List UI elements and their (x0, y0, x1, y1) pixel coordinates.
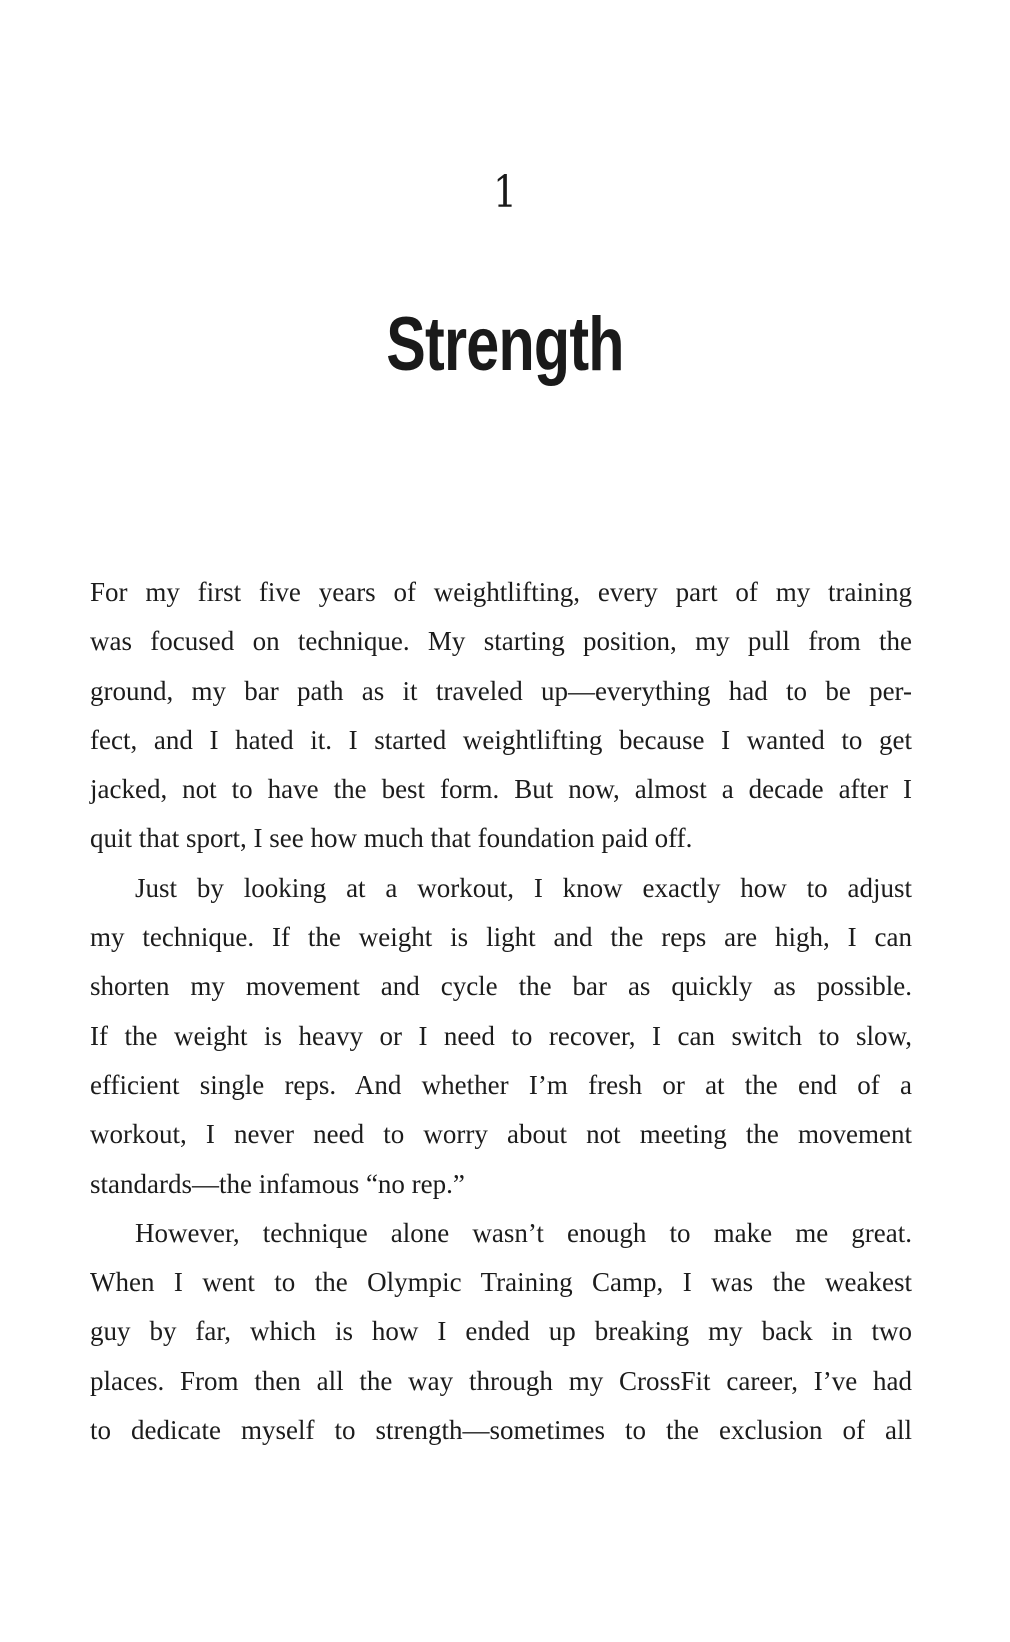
paragraph (90, 864, 912, 1209)
text-line: fect, and I hated it. I started weightlifting because I wanted to get (90, 724, 912, 755)
body-text (90, 568, 912, 1455)
text-line: jacked, not to have the best form. But now, almost a decade after I (90, 774, 912, 805)
text-line: When I went to the Olympic Training Camp, I was the weakest (90, 1267, 912, 1298)
text-line: However, technique alone wasn’t enough to make me great. (135, 1217, 912, 1248)
text-line: my technique. If the weight is light and the reps are high, I can (90, 922, 912, 953)
text-line: Just by looking at a workout, I know exactly how to adjust (135, 872, 912, 903)
text-line: quit that sport, I see how much that foundation paid off. (90, 823, 693, 854)
text-line: to dedicate myself to strength—sometimes to the exclusion of all (90, 1415, 912, 1446)
paragraph (90, 568, 912, 864)
text-line: ground, my bar path as it traveled up—everything had to be per- (90, 675, 912, 706)
text-line: shorten my movement and cycle the bar as quickly as possible. (90, 971, 912, 1002)
paragraph (90, 1209, 912, 1455)
text-line: standards—the infamous “no rep.” (90, 1168, 465, 1199)
chapter-title: Strength (386, 302, 624, 387)
text-line: If the weight is heavy or I need to recover, I can switch to slow, (90, 1020, 912, 1051)
text-line: was focused on technique. My starting position, my pull from the (90, 626, 912, 657)
text-line: places. From then all the way through my CrossFit career, I’ve had (90, 1365, 912, 1396)
chapter-number: 1 (493, 167, 517, 218)
text-line: efficient single reps. And whether I’m fresh or at the end of a (90, 1069, 912, 1100)
text-line: For my first five years of weightlifting, every part of my training (90, 577, 912, 607)
text-line: workout, I never need to worry about not meeting the movement (90, 1119, 912, 1150)
text-line: guy by far, which is how I ended up breaking my back in two (90, 1316, 912, 1347)
